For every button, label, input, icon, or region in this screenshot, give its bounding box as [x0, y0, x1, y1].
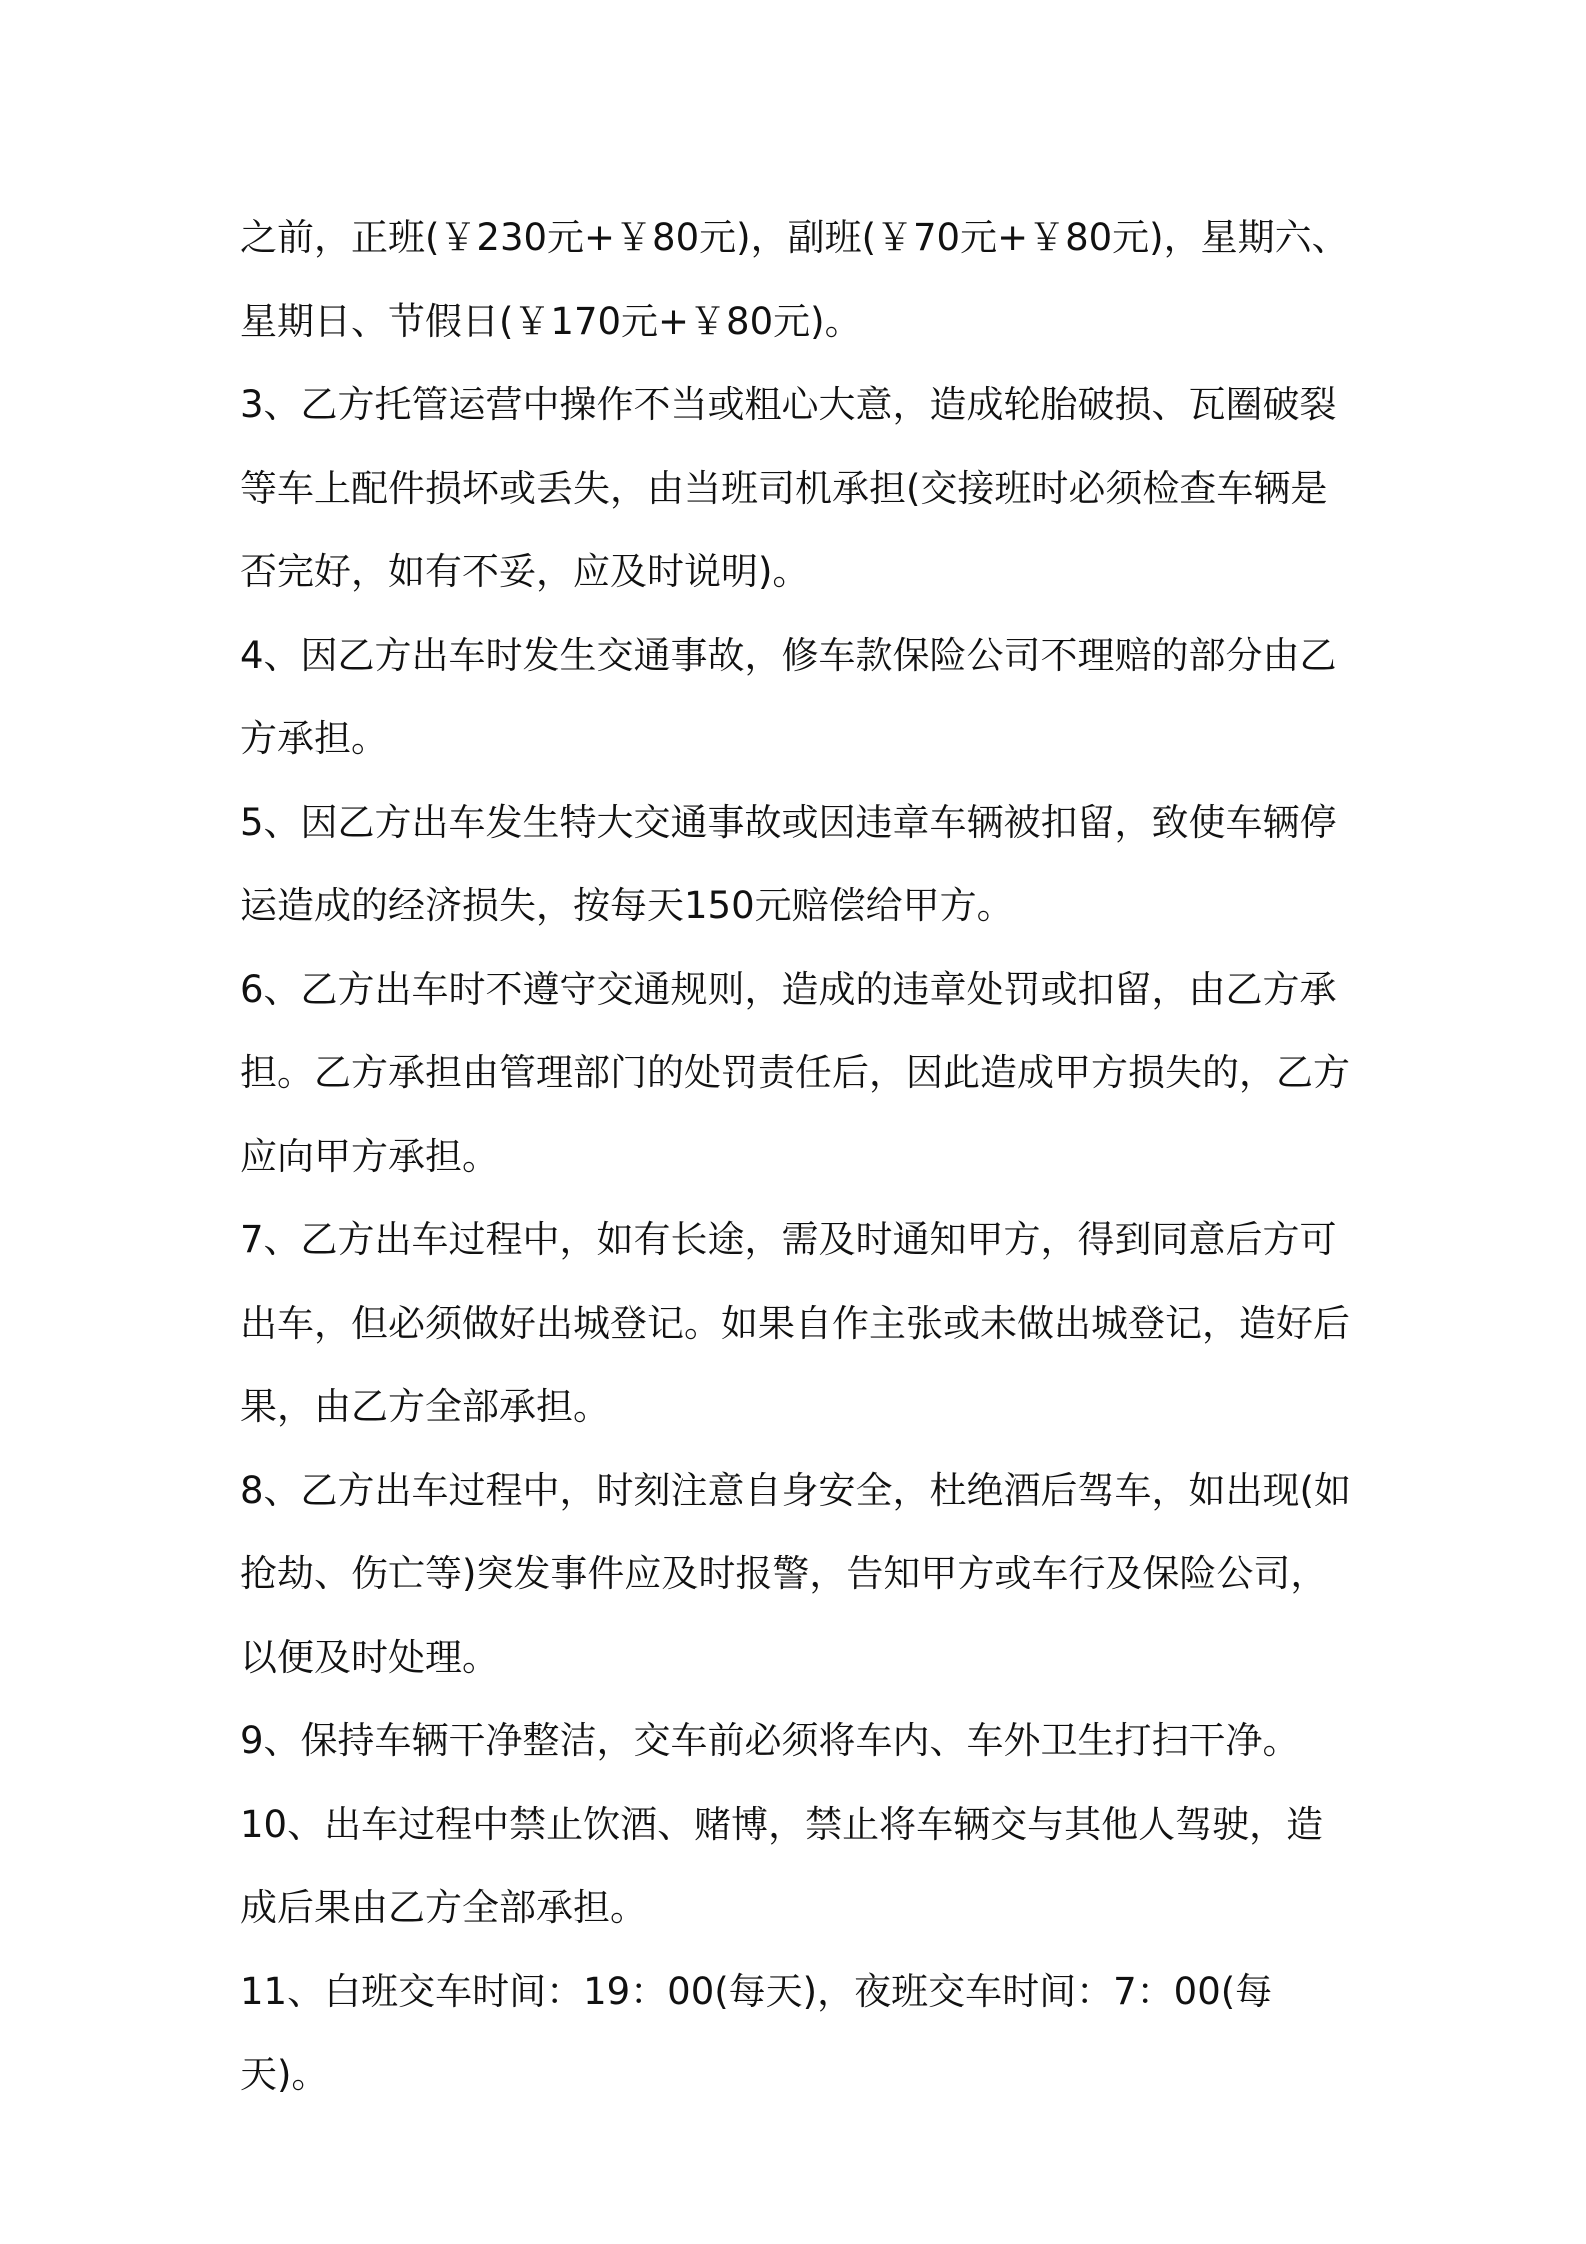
paragraph-clause-11: 11、白班交车时间：19：00(每天)，夜班交车时间：7：00(每天)。 — [240, 1969, 1273, 2096]
paragraph-clause-4: 4、因乙方出车时发生交通事故，修车款保险公司不理赔的部分由乙方承担。 — [240, 633, 1337, 760]
paragraph-clause-8: 8、乙方出车过程中，时刻注意自身安全，杜绝酒后驾车，如出现(如抢劫、伤亡等)突发事件应及时报警，告知甲方或车行及保险公司，以便及时处理。 — [240, 1468, 1351, 1679]
paragraph-clause-7: 7、乙方出车过程中，如有长途，需及时通知甲方，得到同意后方可出车，但必须做好出城登记。如果自作主张或未做出城登记，造好后果，由乙方全部承担。 — [240, 1218, 1350, 1428]
document-body — [240, 196, 1360, 2117]
paragraph-fee-schedule: 之前，正班(￥230元+￥80元)，副班(￥70元+￥80元)，星期六、星期日、节假日(￥170元+￥80元)。 — [240, 216, 1349, 343]
paragraph-clause-3: 3、乙方托管运营中操作不当或粗心大意，造成轮胎破损、瓦圈破裂等车上配件损坏或丢失，由当班司机承担(交接班时必须检查车辆是否完好，如有不妥，应及时说明)。 — [240, 383, 1337, 593]
paragraph-clause-6: 6、乙方出车时不遵守交通规则，造成的违章处罚或扣留，由乙方承担。乙方承担由管理部门的处罚责任后，因此造成甲方损失的，乙方应向甲方承担。 — [240, 967, 1350, 1178]
paragraph-clause-5: 5、因乙方出车发生特大交通事故或因违章车辆被扣留，致使车辆停运造成的经济损失，按每天150元赔偿给甲方。 — [240, 800, 1337, 927]
paragraph-clause-9: 9、保持车辆干净整洁，交车前必须将车内、车外卫生打扫干净。 — [240, 1719, 1300, 1762]
paragraph-clause-10: 10、出车过程中禁止饮酒、赌博，禁止将车辆交与其他人驾驶，造成后果由乙方全部承担。 — [240, 1802, 1324, 1929]
